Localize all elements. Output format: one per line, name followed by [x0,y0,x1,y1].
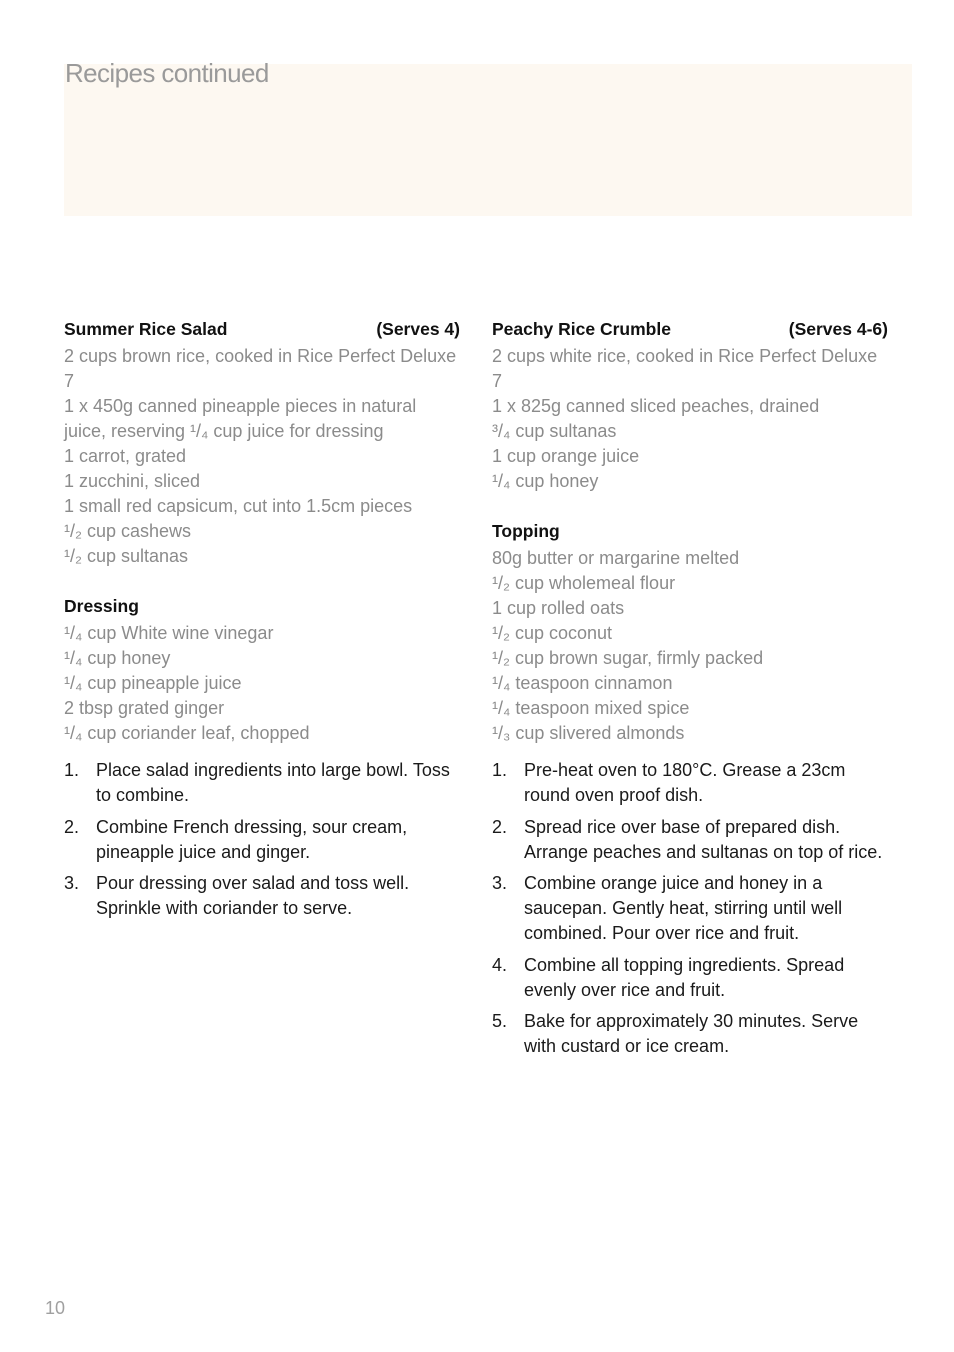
ingredient-item: 2 cups white rice, cooked in Rice Perfect Deluxe 7 [492,346,878,391]
method-step [64,815,460,865]
ingredient-item: ¹/₄ cup White wine vinegar [64,623,274,643]
recipe-serves: (Serves 4) [376,319,460,339]
method-steps [492,758,888,1059]
ingredient-item: ¹/₄ cup honey [64,648,171,668]
step-number: 3. [492,873,508,893]
ingredient-item: ¹/₂ cup coconut [492,623,613,643]
method-step [492,1009,888,1059]
ingredient-item: ¹/₂ cup cashews [64,521,192,541]
step-number: 5. [492,1011,508,1031]
ingredient-item: 1 zucchini, sliced [64,471,201,491]
ingredient-item: ³/₄ cup sultanas [492,421,617,441]
method-step [492,758,888,808]
ingredient-item: ¹/₄ cup coriander leaf, chopped [64,723,310,743]
topping-list [492,546,888,746]
step-text: Pre-heat oven to 180°C. Grease a 23cm round oven proof dish. [524,760,846,805]
step-text: Place salad ingredients into large bowl. Toss to combine. [96,760,450,805]
dressing-heading: Dressing [64,596,139,616]
recipe-peachy-rice-crumble [492,316,888,1066]
ingredient-item: ¹/₃ cup slivered almonds [492,723,685,743]
ingredient-item: ¹/₄ teaspoon mixed spice [492,698,690,718]
step-number: 1. [492,760,508,780]
step-number: 3. [64,873,80,893]
recipe-title: Summer Rice Salad [64,319,228,339]
page-number: 10 [45,1298,66,1318]
method-step [492,815,888,865]
method-step [64,871,460,921]
recipe-heading [64,316,460,342]
recipe-heading [492,316,888,342]
ingredient-item: 1 cup rolled oats [492,598,625,618]
step-text: Combine French dressing, sour cream, pineapple juice and ginger. [96,816,408,862]
recipe-summer-rice-salad [64,316,460,928]
step-number: 1. [64,760,80,780]
ingredient-item: 1 x 450g canned pineapple pieces in natural juice, reserving ¹/₄ cup juice for dressing [64,396,417,441]
ingredient-item: ¹/₂ cup brown sugar, firmly packed [492,648,764,668]
ingredient-item: 80g butter or margarine melted [492,548,740,568]
ingredient-list [492,344,888,494]
step-text: Bake for approximately 30 minutes. Serve with custard or ice cream. [524,1011,859,1056]
ingredient-list [64,344,460,569]
dressing-list [64,621,460,746]
ingredient-item: 2 cups brown rice, cooked in Rice Perfect Deluxe 7 [64,346,457,391]
ingredient-item: ¹/₄ cup honey [492,471,599,491]
ingredient-item: 1 carrot, grated [64,446,187,466]
recipe-title: Peachy Rice Crumble [492,319,671,339]
ingredient-item: 2 tbsp grated ginger [64,698,225,718]
step-text: Combine orange juice and honey in a saucepan. Gently heat, stirring until well combined. Pour over rice and fruit. [524,873,843,943]
ingredient-item: 1 small red capsicum, cut into 1.5cm pieces [64,496,413,516]
method-step [492,871,888,946]
step-text: Pour dressing over salad and toss well. Sprinkle with coriander to serve. [96,873,410,918]
step-text: Spread rice over base of prepared dish. Arrange peaches and sultanas on top of rice. [524,816,883,862]
step-number: 2. [492,816,508,837]
method-step [64,758,460,808]
step-number: 4. [492,954,508,975]
step-text: Combine all topping ingredients. Spread evenly over rice and fruit. [524,954,845,1000]
ingredient-item: ¹/₂ cup wholemeal flour [492,573,676,593]
ingredient-item: ¹/₄ cup pineapple juice [64,673,242,693]
method-step [492,953,888,1003]
ingredient-item: ¹/₂ cup sultanas [64,546,189,566]
ingredient-item: 1 x 825g canned sliced peaches, drained [492,396,820,416]
ingredient-item: 1 cup orange juice [492,446,640,466]
ingredient-item: ¹/₄ teaspoon cinnamon [492,673,673,693]
recipe-serves: (Serves 4-6) [788,319,888,339]
topping-heading: Topping [492,521,560,541]
method-steps [64,758,460,921]
step-number: 2. [64,816,80,837]
page-title: Recipes continued [65,58,269,88]
